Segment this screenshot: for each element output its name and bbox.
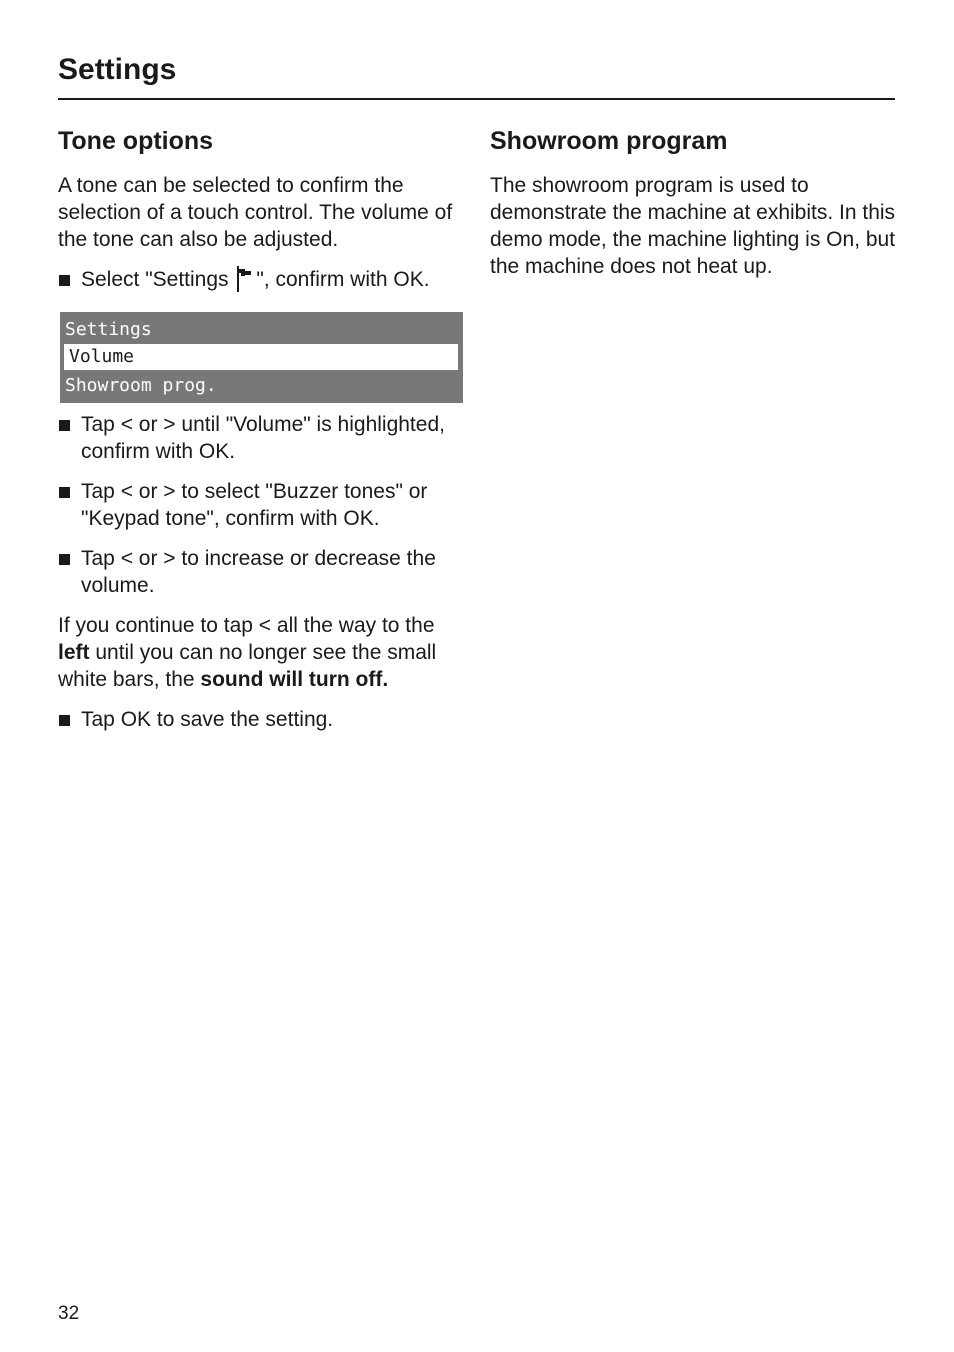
showroom-program-body: The showroom program is used to demonstrate the machine at exhibits. In this demo mode, the machine lighting is On, but the machine does not heat up. (490, 174, 896, 278)
page-number: 32 (58, 1303, 80, 1324)
step-highlight-volume-text: Tap < or > until "Volume" is highlighted, confirm with OK. (81, 413, 445, 463)
step-select-tone-type (58, 478, 466, 532)
bullet-square-icon (59, 554, 70, 565)
bullet-square-icon (59, 715, 70, 726)
display-item-volume-highlighted: Volume (64, 344, 458, 370)
note-bold-left: left (58, 641, 90, 664)
step-highlight-volume (58, 411, 466, 465)
step-select-settings-text-before: Select "Settings (81, 268, 235, 291)
display-menu-title: Settings (65, 319, 152, 340)
title-divider (58, 98, 895, 100)
note-bold-sound-off: sound will turn off. (200, 668, 389, 691)
bullet-square-icon (59, 420, 70, 431)
note-text-2: until you can no longer see the small white bars, the (58, 641, 437, 691)
step-adjust-volume (58, 545, 466, 599)
tone-options-section (58, 122, 466, 746)
step-select-tone-type-text: Tap < or > to select "Buzzer tones" or "Keypad tone", confirm with OK. (81, 480, 428, 530)
step-adjust-volume-text: Tap < or > to increase or decrease the volume. (81, 547, 436, 597)
bullet-square-icon (59, 275, 70, 286)
bullet-square-icon (59, 487, 70, 498)
tone-options-heading: Tone options (58, 127, 214, 155)
sound-off-note (58, 612, 466, 693)
step-select-settings-text-after: ", confirm with OK. (256, 268, 430, 291)
note-text-1: If you continue to tap < all the way to the (58, 614, 435, 637)
step-save-setting-text: Tap OK to save the setting. (81, 708, 334, 731)
device-display (60, 312, 463, 403)
display-item-showroom: Showroom prog. (65, 375, 217, 396)
step-select-settings (58, 266, 466, 299)
step-save-setting (58, 706, 466, 733)
showroom-program-heading: Showroom program (490, 127, 728, 155)
tone-options-intro: A tone can be selected to confirm the selection of a touch control. The volume of the tone can also be adjusted. (58, 174, 453, 251)
flag-icon (236, 266, 254, 299)
showroom-program-section (490, 122, 900, 293)
page-title: Settings (58, 53, 177, 86)
